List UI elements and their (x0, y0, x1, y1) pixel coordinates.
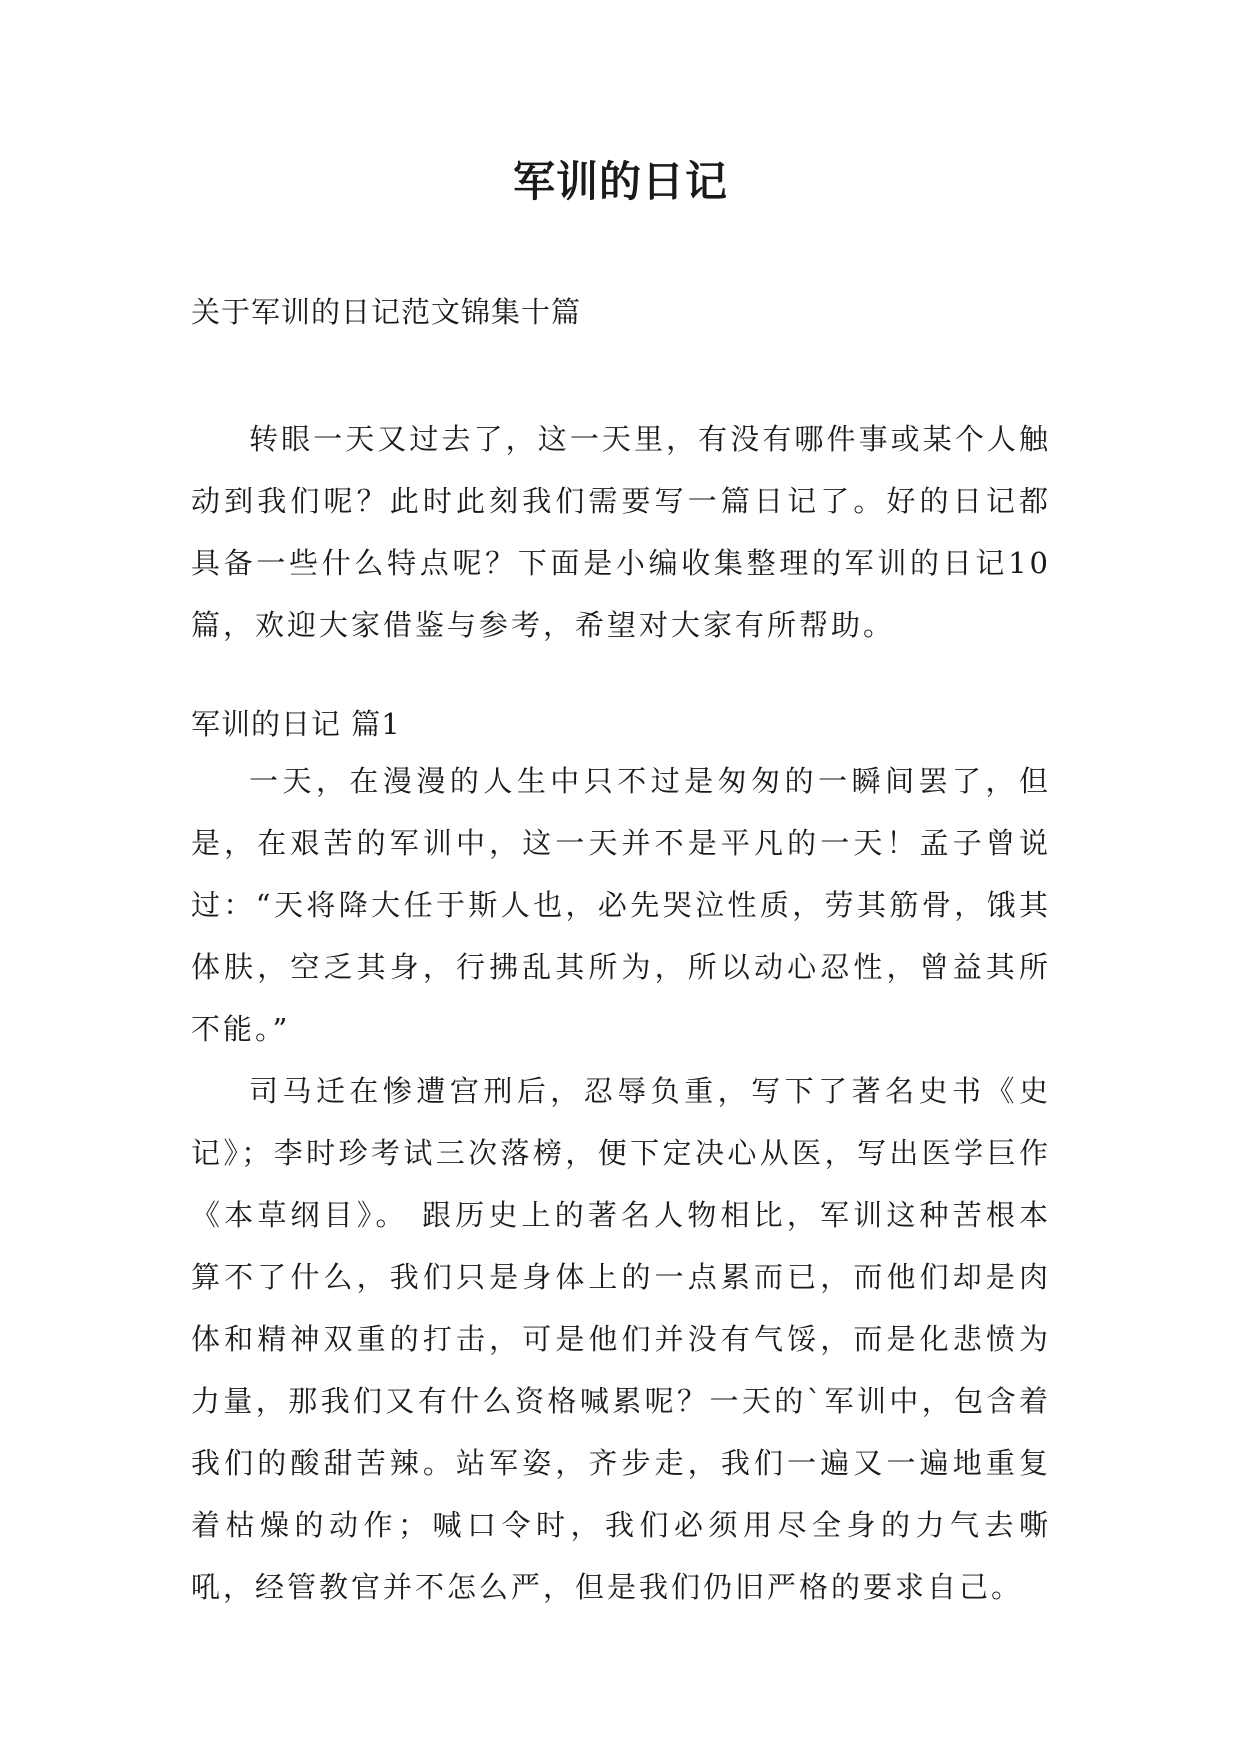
intro-paragraph: 转眼一天又过去了，这一天里，有没有哪件事或某个人触动到我们呢？此时此刻我们需要写一篇日记了。好的日记都具备一些什么特点呢？下面是小编收集整理的军训的日记10篇，欢迎大家借鉴与参考，希望对大家有所帮助。 (191, 422, 1051, 642)
section-body (191, 750, 1051, 1618)
section-heading: 军训的日记 篇1 (191, 707, 401, 741)
body-paragraph-2: 司马迁在惨遭宫刑后，忍辱负重，写下了著名史书《史记》；李时珍考试三次落榜，便下定决心从医，写出医学巨作《本草纲目》。 跟历史上的著名人物相比，军训这种苦根本算不了什么，我们只是身体上的一点累而已，而他们却是肉体和精神双重的打击，可是他们并没有气馁，而是化悲愤为力量，那我们又有什么资格喊累呢？一天的`军训中，包含着我们的酸甜苦辣。站军姿，齐步走，我们一遍又一遍地重复着枯燥的动作；喊口令时，我们必须用尽全身的力气去嘶吼，经管教官并不怎么严，但是我们仍旧严格的要求自己。 (191, 1074, 1051, 1604)
body-paragraph-1: 一天，在漫漫的人生中只不过是匆匆的一瞬间罢了，但是，在艰苦的军训中，这一天并不是平凡的一天！孟子曾说过：“天将降大任于斯人也，必先哭泣性质，劳其筋骨，饿其体肤，空乏其身，行拂乱其所为，所以动心忍性，曾益其所不能。” (191, 764, 1051, 1046)
document-subtitle: 关于军训的日记范文锦集十篇 (191, 295, 582, 329)
intro-block (191, 408, 1051, 656)
document-title: 军训的日记 (512, 157, 728, 206)
